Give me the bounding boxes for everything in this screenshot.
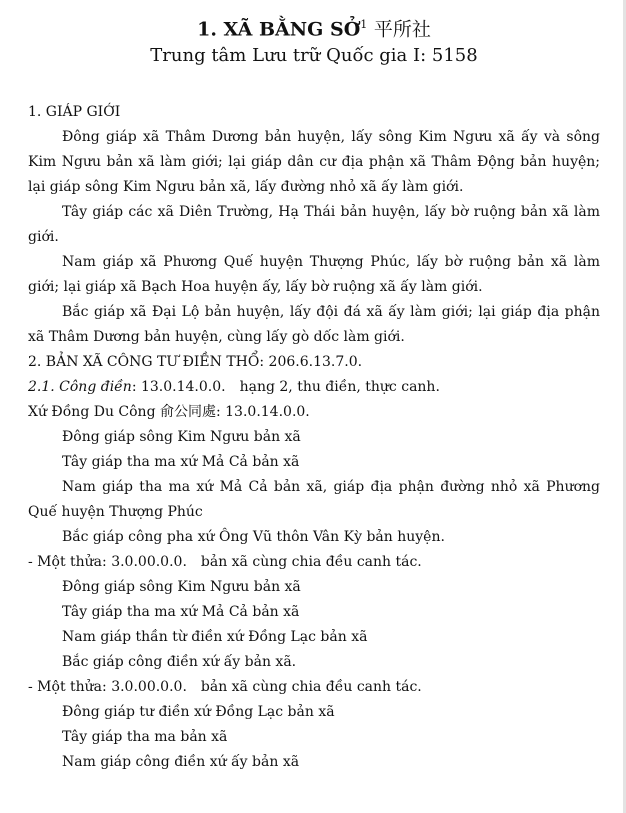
section-heading-boundaries: 1. GIÁP GIỚI — [28, 104, 121, 121]
location-west: Tây giáp tha ma xứ Mả Cả bản xã — [62, 454, 300, 471]
paragraph-east: Đông giáp xã Thâm Dương bản huyện, lấy sông Kim Ngưu xã ấy và sông Kim Ngưu bản xã làm giới; lại giáp dân cư địa phận xã Thâm Động bản huyện; lại giáp sông Kim Ngưu bản xã, lấy đường nhỏ xã ấy làm giới. — [28, 129, 600, 196]
location-south: Nam giáp tha ma xứ Mả Cả bản xã, giáp địa phận đường nhỏ xã Phương Quế huyện Thượng Phúc — [28, 479, 600, 521]
public-field-value: : 13.0.14.0.0. — [131, 379, 226, 396]
plot-1-west: Tây giáp tha ma xứ Mả Cả bản xã — [62, 604, 300, 621]
location-line: Xứ Đồng Du Công 俞公同處: 13.0.14.0.0. — [28, 404, 310, 421]
document-title — [28, 12, 600, 42]
location-north: Bắc giáp công pha xứ Ông Vũ thôn Vân Kỳ bản huyện. — [62, 529, 445, 546]
plot-2-note: bản xã cùng chia đều canh tác. — [200, 679, 422, 696]
plot-2-east: Đông giáp tư điền xứ Đồng Lạc bản xã — [62, 704, 335, 721]
plot-2-south: Nam giáp công điền xứ ấy bản xã — [62, 754, 300, 771]
plot-1-line — [28, 550, 600, 575]
plot-1-north: Bắc giáp công điền xứ ấy bản xã. — [62, 654, 297, 671]
title-han: 平所社 — [373, 18, 431, 41]
document-subtitle: Trung tâm Lưu trữ Quốc gia I: 5158 — [150, 45, 478, 67]
plot-2-line — [28, 675, 600, 700]
plot-1-label: - Một thửa: 3.0.00.0.0. — [28, 554, 187, 571]
public-field-note: hạng 2, thu điền, thực canh. — [239, 379, 440, 396]
paragraph-north: Bắc giáp xã Đại Lộ bản huyện, lấy đội đá xã ấy làm giới; lại giáp địa phận xã Thâm Dương bản huyện, cùng lấy gò dốc làm giới. — [28, 304, 600, 346]
public-field-label: 2.1. Công điền — [28, 379, 132, 396]
location-east: Đông giáp sông Kim Ngưu bản xã — [62, 429, 301, 446]
plot-1-east: Đông giáp sông Kim Ngưu bản xã — [62, 579, 301, 596]
paragraph-south: Nam giáp xã Phương Quế huyện Thượng Phúc, lấy bờ ruộng bản xã làm giới; lại giáp xã Bạch Hoa huyện ấy, lấy bờ ruộng xã ấy làm giới. — [28, 254, 600, 296]
paragraph-west: Tây giáp các xã Diên Trường, Hạ Thái bản huyện, lấy bờ ruộng bản xã làm giới. — [28, 204, 600, 246]
title-main: 1. XÃ BẰNG SỞ — [197, 18, 361, 41]
plot-2-label: - Một thửa: 3.0.00.0.0. — [28, 679, 187, 696]
public-field-line — [28, 375, 600, 400]
plot-2-west: Tây giáp tha ma bản xã — [62, 729, 228, 746]
footnote-marker[interactable]: 1 — [360, 18, 368, 31]
plot-1-note: bản xã cùng chia đều canh tác. — [200, 554, 422, 571]
section-heading-land: 2. BẢN XÃ CÔNG TƯ ĐIỀN THỔ: 206.6.13.7.0. — [28, 354, 363, 371]
document-body — [28, 100, 600, 775]
plot-1-south: Nam giáp thần từ điền xứ Đồng Lạc bản xã — [62, 629, 368, 646]
